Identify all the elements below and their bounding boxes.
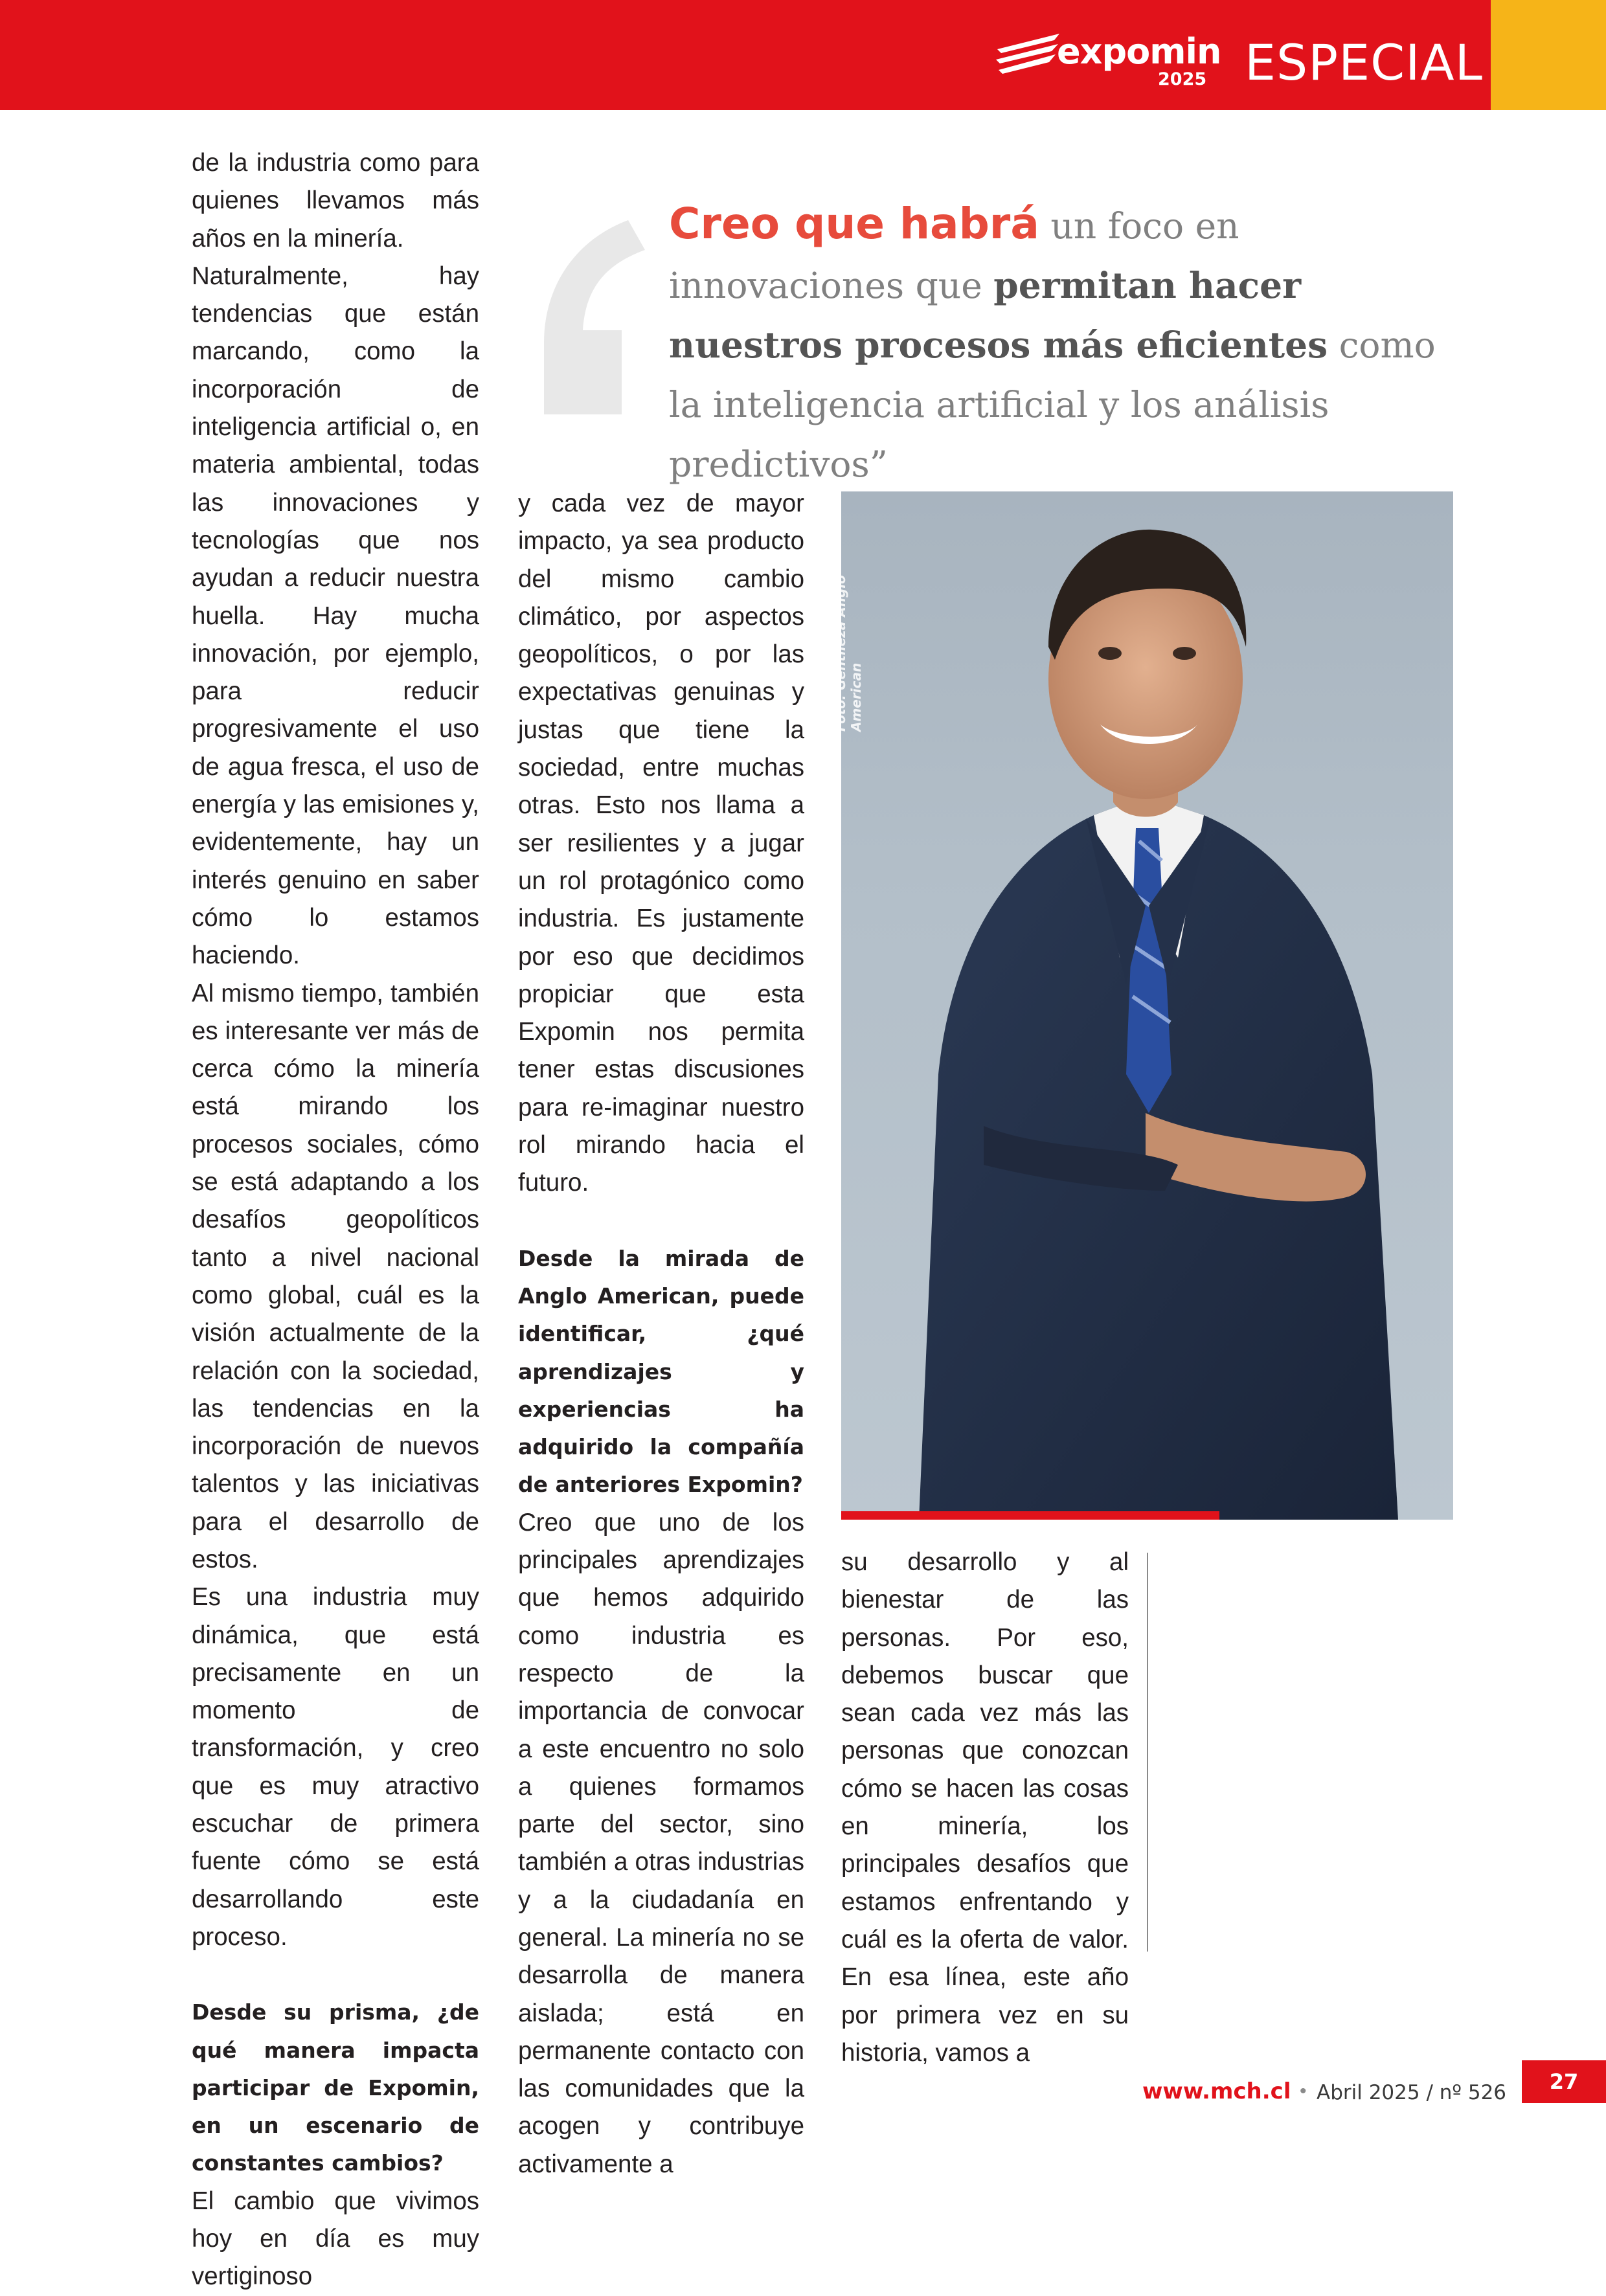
body-paragraph: Es una industria muy dinámica, que está precisamente en un momento de transformación, y creo que es muy atractivo escuchar de primera fuente cómo se está desarrollando este proceso. <box>192 1583 479 1951</box>
body-paragraph: Al mismo tiempo, también es interesante ver más de cerca cómo la minería está mirando los procesos sociales, cómo se está adaptando a los desafíos geopolíticos tanto a nivel nacional como global, cuál es la visión actualmente de la relación con la sociedad, las tendencias en la incorporación de nuevos talentos y las iniciativas para el desarrollo de estos. <box>192 979 479 1573</box>
body-paragraph: Naturalmente, hay tendencias que están marcando, como la incorporación de inteligencia artificial o, en materia ambiental, todas las innovaciones y tecnologías que nos ayudan a reducir nuestra huella. Hay mucha innovación, por ejemplo, para reducir progresivamente el uso de agua fresca, el uso de energía y las emisiones y, evidentemente, hay un interés genuino en saber cómo lo estamos haciendo. <box>192 262 479 970</box>
body-paragraph: El cambio que vivimos hoy en día es muy vertiginoso <box>192 2187 479 2291</box>
paragraph-gap <box>518 1202 804 1240</box>
body-paragraph: Creo que uno de los principales aprendizajes que hemos adquirido como industria es respecto de la importancia de convocar a este encuentro no solo a quienes formamos parte del sector, sino también a otras industrias y a la ciudadanía en general. La minería no se desarrolla de manera aislada; está en permanente contacto con las comunidades que la acogen y contribuye activamente a <box>518 1508 804 2178</box>
portrait-photo <box>841 491 1453 1520</box>
text-column-3 <box>841 1544 1129 2072</box>
interview-question: Desde su prisma, ¿de qué manera impacta participar de Expomin, en un escenario de constantes cambios? <box>192 1999 479 2176</box>
logo-name: expomin <box>1057 31 1221 72</box>
body-paragraph: de la industria como para quienes llevamos más años en la minería. <box>192 149 479 253</box>
logo-wing-icon <box>995 30 1062 80</box>
pull-quote-text-end: como la inteligencia artificial y los análisis predictivos” <box>669 324 1436 485</box>
text-column-2 <box>518 485 804 2183</box>
footer-url[interactable]: www.mch.cl <box>1142 2078 1291 2104</box>
section-title: ESPECIAL <box>1245 34 1483 91</box>
photo-accent-bar <box>841 1511 1219 1520</box>
header-accent <box>1491 0 1606 110</box>
page-number: 27 <box>1522 2060 1606 2103</box>
pull-quote-lead: Creo que habrá <box>669 199 1039 249</box>
footer-issue: Abril 2025 / nº 526 <box>1317 2081 1507 2104</box>
column-rule <box>1147 1553 1148 1952</box>
footer-separator: • <box>1300 2080 1307 2102</box>
pull-quote-text: un foco en innovaciones que <box>669 205 1239 306</box>
logo-year: 2025 <box>1158 69 1207 89</box>
pull-quote-bold: permitan hacer nuestros procesos más eficientes <box>669 264 1328 366</box>
portrait-illustration <box>841 491 1453 1520</box>
photo-credit: Foto: Gentileza Anglo American <box>833 575 864 732</box>
quote-mark-icon <box>531 214 648 421</box>
interview-question: Desde la mirada de Anglo American, puede identificar, ¿qué aprendizajes y experiencias ha adquirido la compañía de anteriores Expomin? <box>518 1245 804 1498</box>
text-column-1 <box>192 144 479 2296</box>
body-paragraph: su desarrollo y al bienestar de las personas. Por eso, debemos buscar que sean cada vez más las personas que conozcan cómo se hacen las cosas en minería, los principales desafíos que estamos enfrentando y cuál es la oferta de valor. En esa línea, este año por primera vez en su historia, vamos a <box>841 1548 1129 2067</box>
paragraph-gap <box>192 1956 479 1994</box>
expomin-logo <box>995 28 1221 93</box>
body-paragraph: y cada vez de mayor impacto, ya sea producto del mismo cambio climático, por aspectos geopolíticos, o por las expectativas genuinas y justas que tiene la sociedad, entre muchas otras. Esto nos llama a ser resilientes y a jugar un rol protagónico como industria. Es justamente por eso que decidimos propiciar que esta Expomin nos permita tener estas discusiones para re-imaginar nuestro rol mirando hacia el futuro. <box>518 490 804 1197</box>
pull-quote <box>669 194 1453 494</box>
